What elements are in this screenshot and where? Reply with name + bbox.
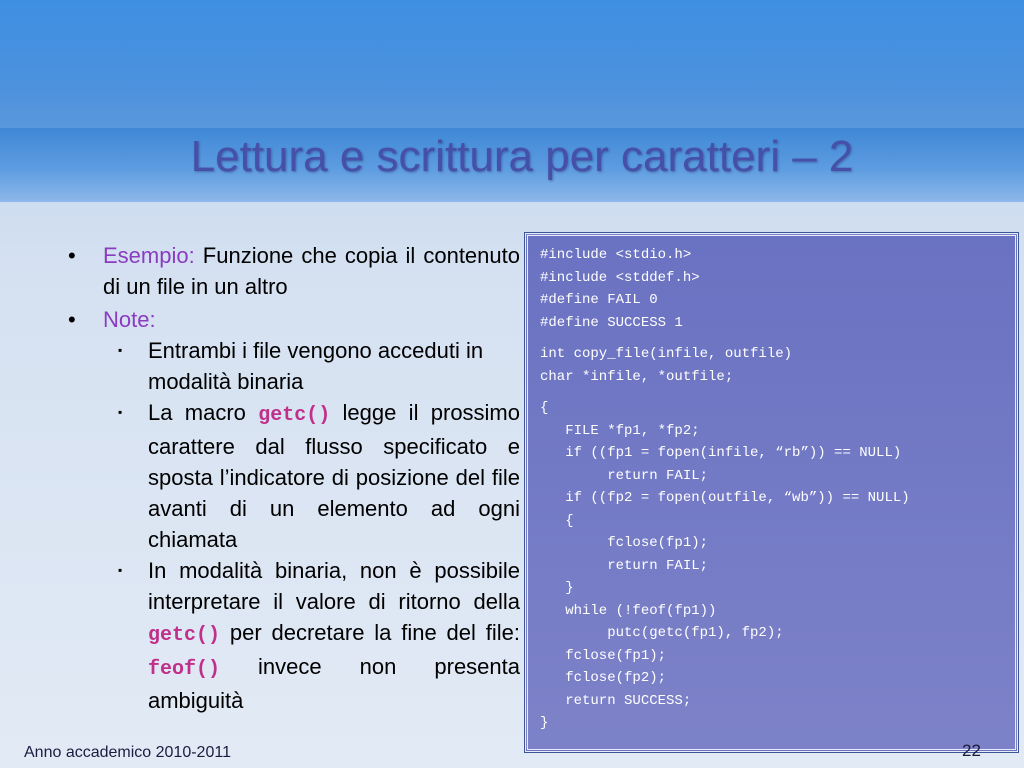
footer-text: Anno accademico 2010-2011 xyxy=(24,744,231,761)
sub-bullet-getc xyxy=(60,397,520,555)
sub-bullet-feof xyxy=(60,555,520,716)
sub-bullet-text-pre: In modalità binaria, non è possibile interpretare il valore di ritorno della xyxy=(148,558,520,614)
code-line: #include <stdio.h> xyxy=(540,247,692,263)
code-line: fclose(fp1); xyxy=(540,647,667,664)
code-line: putc(getc(fp1), fp2); xyxy=(540,625,784,641)
bullet-list xyxy=(62,240,520,716)
code-line: int copy_file(infile, outfile) xyxy=(540,346,793,362)
sub-bullet-binary xyxy=(60,335,520,397)
bullet-esempio xyxy=(62,240,520,302)
sub-bullet-text-post: legge il prossimo carattere dal flusso specificato e sposta l’indicatore di posizione del file avanti di un elemento ad ogni chiamata xyxy=(148,400,520,552)
slide-title: Lettura e scrittura per caratteri – 2 xyxy=(190,132,854,181)
bullet-dot-icon: • xyxy=(68,243,76,268)
header-band xyxy=(0,0,1024,128)
bullet-note xyxy=(62,304,520,335)
square-bullet-icon: ▪ xyxy=(118,563,123,577)
code-line: if ((fp2 = fopen(outfile, “wb”)) == NULL) xyxy=(540,490,910,506)
code-line: } xyxy=(540,580,574,596)
bullet-keyword: Note: xyxy=(103,307,156,332)
code-block xyxy=(525,233,1018,752)
code-getc: getc() xyxy=(148,624,221,647)
code-line: #include <stddef.h> xyxy=(540,269,700,286)
code-getc: getc() xyxy=(258,404,331,427)
code-line: { xyxy=(540,512,574,529)
code-line: FILE *fp1, *fp2; xyxy=(540,422,700,439)
code-line: char *infile, *outfile; xyxy=(540,368,734,385)
code-line: } xyxy=(540,715,549,731)
code-line: return FAIL; xyxy=(540,467,709,484)
sub-bullet-text-post: invece non presenta ambiguità xyxy=(148,654,520,713)
code-line: { xyxy=(540,400,549,416)
square-bullet-icon: ▪ xyxy=(118,405,123,419)
code-gap xyxy=(540,388,1015,397)
code-line: return SUCCESS; xyxy=(540,692,692,709)
sub-bullet-text-pre: La macro xyxy=(148,400,246,425)
code-line: fclose(fp1); xyxy=(540,535,709,551)
sub-bullet-text: Entrambi i file vengono acceduti in modalità binaria xyxy=(148,338,484,394)
code-feof: feof() xyxy=(148,658,221,681)
code-line: return FAIL; xyxy=(540,557,709,574)
code-line: fclose(fp2); xyxy=(540,670,667,686)
bullet-text: Funzione che copia il contenuto di un file in un altro xyxy=(103,243,520,299)
code-line: #define SUCCESS 1 xyxy=(540,314,683,331)
sub-bullet-text-mid: per decretare la fine del file: xyxy=(229,620,520,645)
code-line: #define FAIL 0 xyxy=(540,292,658,308)
bullet-dot-icon: • xyxy=(68,307,76,332)
bullet-keyword: Esempio: xyxy=(103,243,195,268)
square-bullet-icon: ▪ xyxy=(118,343,123,357)
page-number: 22 xyxy=(962,741,981,760)
code-line: while (!feof(fp1)) xyxy=(540,602,717,619)
code-gap xyxy=(540,334,1015,343)
code-line: if ((fp1 = fopen(infile, “rb”)) == NULL) xyxy=(540,445,902,461)
